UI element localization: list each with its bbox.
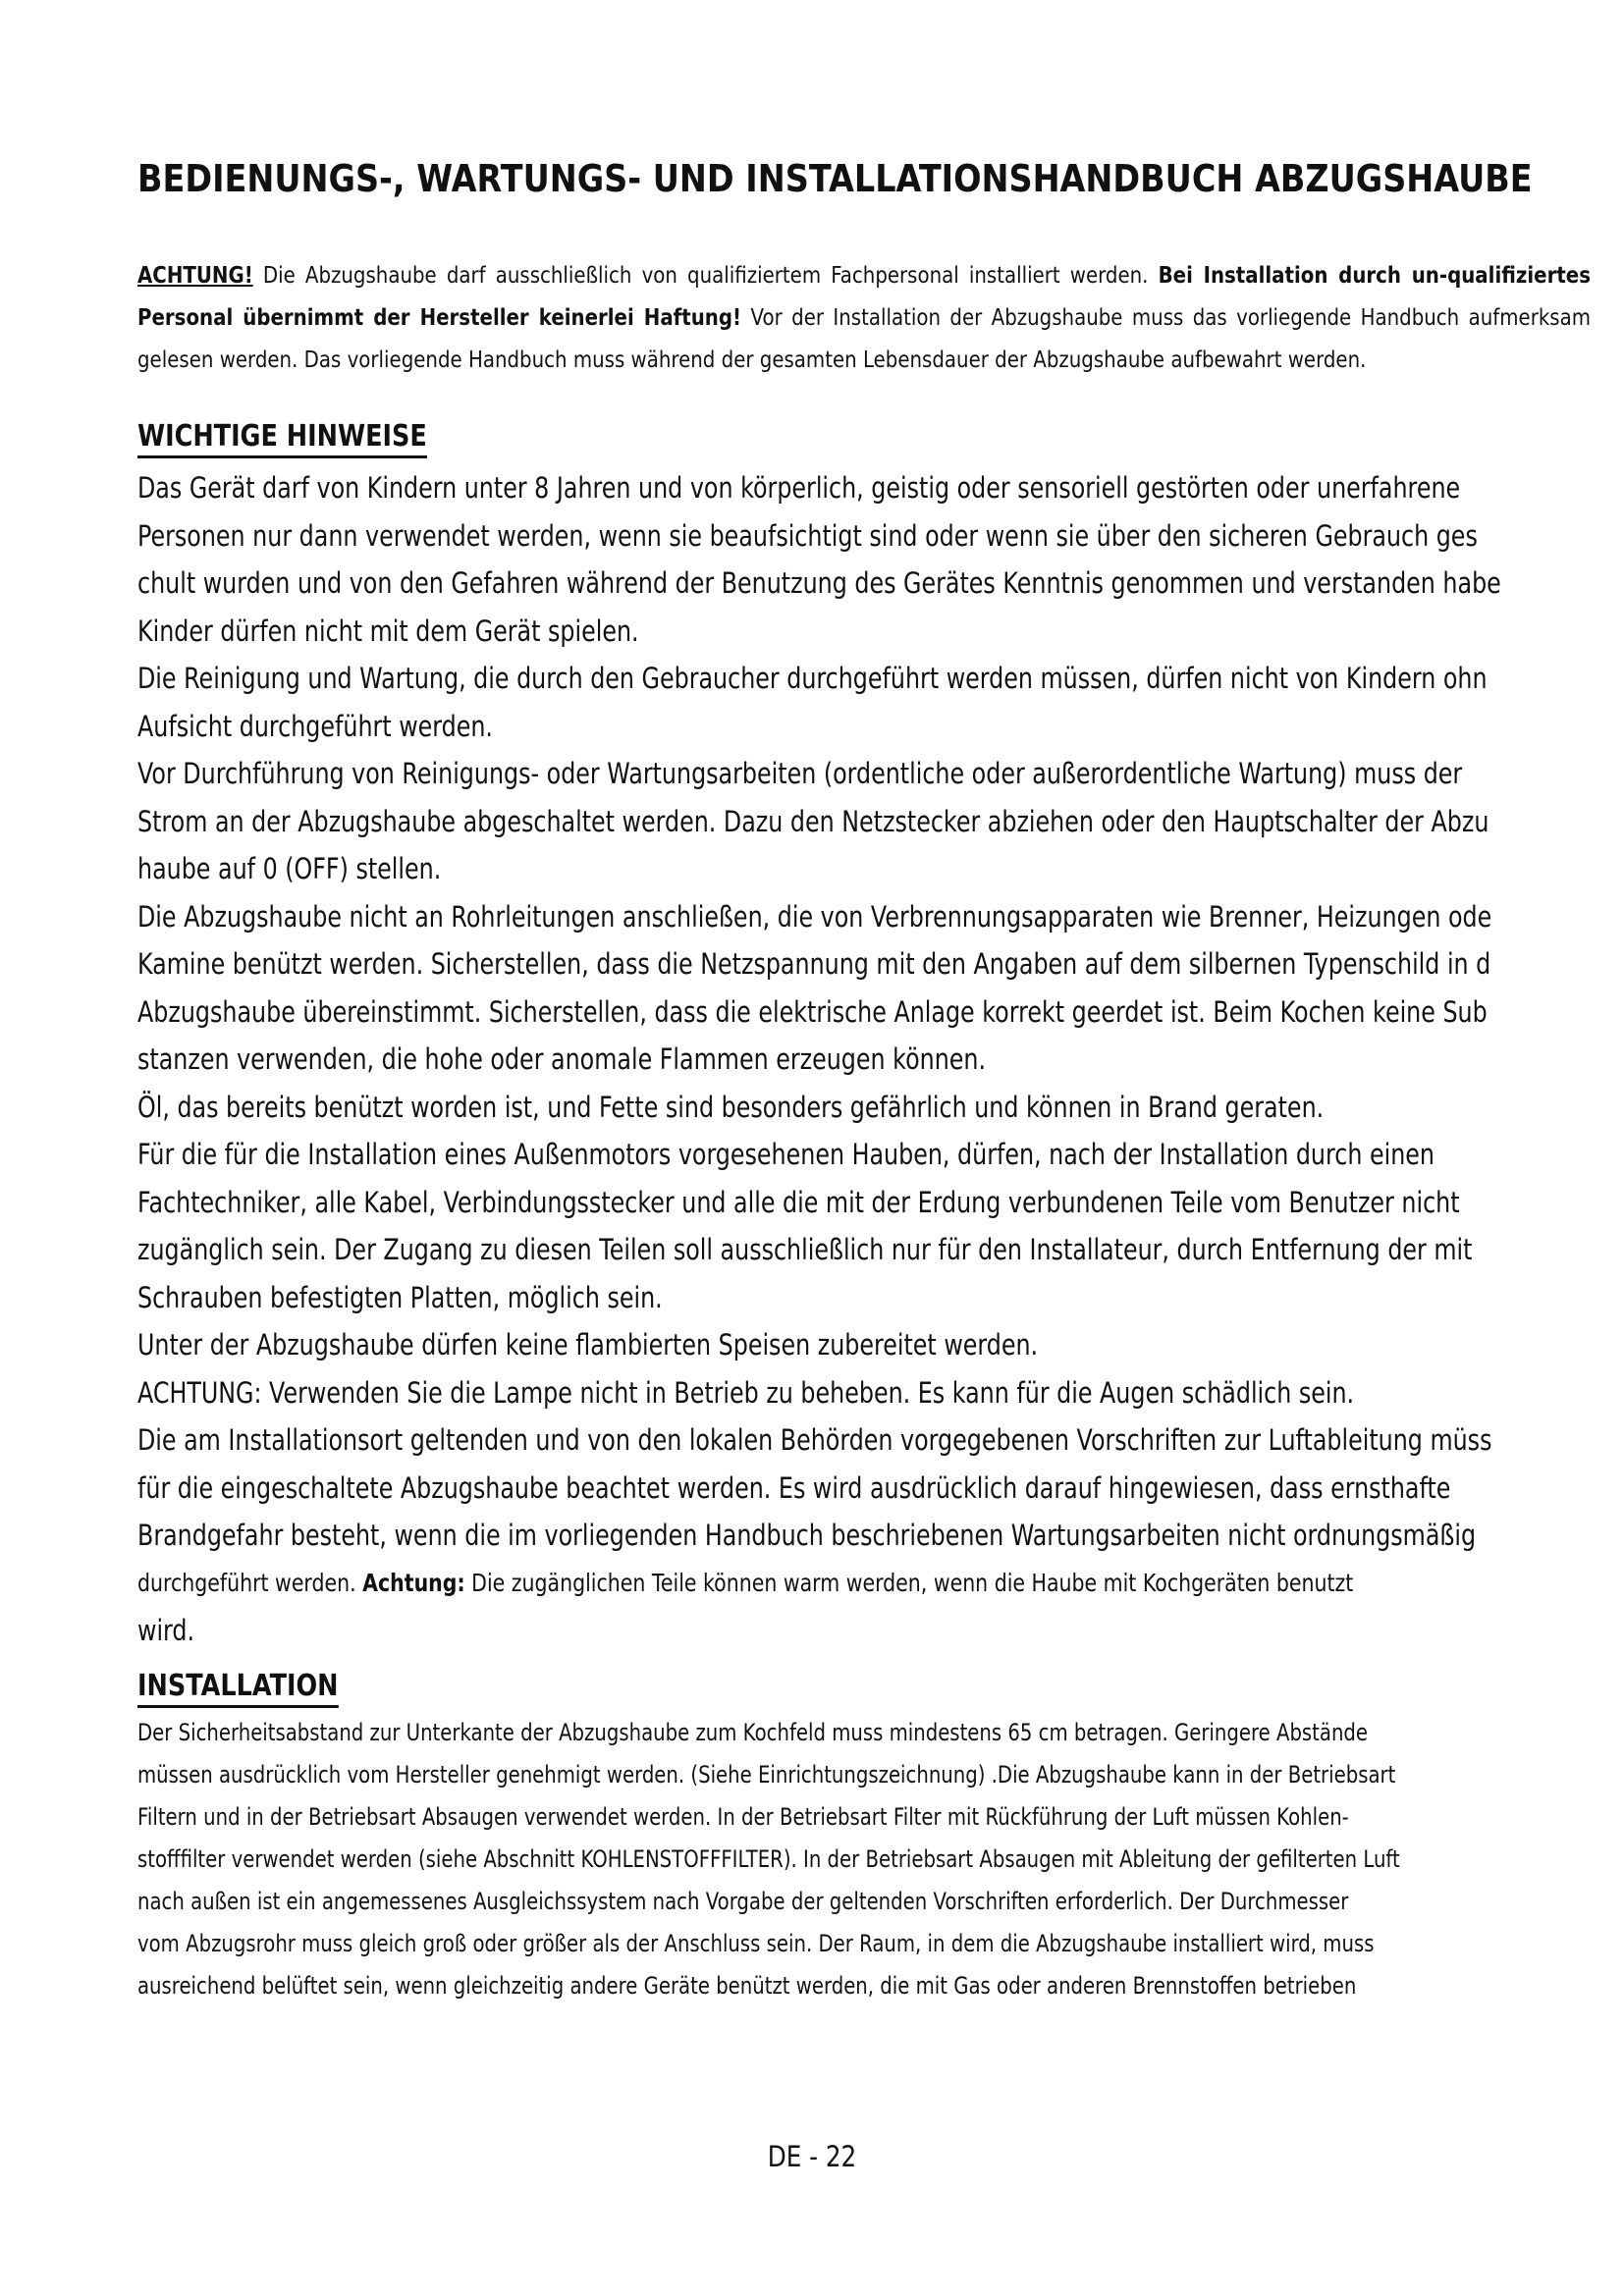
text-line: ACHTUNG: Verwenden Sie die Lampe nicht in Betrieb zu beheben. Es kann für die Augen schädlich sein. bbox=[137, 1375, 1355, 1410]
intro-paragraph bbox=[137, 255, 1591, 382]
text-line: Kinder dürfen nicht mit dem Gerät spielen. bbox=[137, 614, 639, 648]
section-important-notes bbox=[137, 419, 1591, 1655]
installation-text bbox=[137, 1712, 1591, 2007]
text-line: Unter der Abzugshaube dürfen keine flambierten Speisen zubereitet werden. bbox=[137, 1328, 1039, 1362]
text-line: Der Sicherheitsabstand zur Unterkante der Abzugshaube zum Kochfeld muss mindestens 65 cm betragen. Geringere Abstände bbox=[137, 1718, 1369, 1746]
text-line: für die eingeschaltete Abzugshaube beachtet werden. Es wird ausdrücklich darauf hingewiesen, dass ernsthafte bbox=[137, 1470, 1451, 1505]
warning-label: ACHTUNG! bbox=[137, 263, 253, 289]
text-line: haube auf 0 (OFF) stellen. bbox=[137, 852, 442, 885]
warning-label: Achtung: bbox=[362, 1568, 465, 1597]
text-line: Das Gerät darf von Kindern unter 8 Jahren und von körperlich, geistig oder sensoriell gestörten oder unerfahrene bbox=[137, 471, 1461, 505]
text-line: Brandgefahr besteht, wenn die im vorliegenden Handbuch beschriebenen Wartungsarbeiten nicht ordnungsmäßig bbox=[137, 1519, 1477, 1552]
text-line: ausreichend belüftet sein, wenn gleichzeitig andere Geräte benützt werden, die mit Gas oder anderen Brennstoffen betrieben bbox=[137, 1971, 1357, 2000]
text-line: stofffilter verwendet werden (siehe Abschnitt KOHLENSTOFFFILTER). In der Betriebsart Absaugen mit Ableitung der gefilterten Luft bbox=[137, 1844, 1400, 1873]
text-line: vom Abzugsrohr muss gleich groß oder größer als der Anschluss sein. Der Raum, in dem die Abzugshaube installiert wird, muss bbox=[137, 1929, 1375, 1957]
section-heading-installation: INSTALLATION bbox=[137, 1669, 339, 1708]
text-line: Schrauben befestigten Platten, möglich sein. bbox=[137, 1280, 663, 1314]
text-line: zugänglich sein. Der Zugang zu diesen Teilen soll ausschließlich nur für den Installateur, durch Entfernung der mit bbox=[137, 1233, 1473, 1266]
text-line: nach außen ist ein angemessenes Ausgleichssystem nach Vorgabe der geltenden Vorschriften erforderlich. Der Durchmesser bbox=[137, 1887, 1349, 1915]
text-line: Aufsicht durchgeführt werden. bbox=[137, 709, 494, 743]
text-line: Vor Durchführung von Reinigungs- oder Wartungsarbeiten (ordentliche oder außerordentliche Wartung) muss der bbox=[137, 757, 1463, 790]
text-line: Für die für die Installation eines Außenmotors vorgesehenen Hauben, dürfen, nach der Installation durch einen bbox=[137, 1138, 1435, 1171]
text-line: Personen nur dann verwendet werden, wenn sie beaufsichtigt sind oder wenn sie über den sicheren Gebrauch ges bbox=[137, 518, 1478, 553]
text-line: chult wurden und von den Gefahren während der Benutzung des Gerätes Kenntnis genommen und verstanden habe bbox=[137, 566, 1501, 600]
text-fragment: Die zugänglichen Teile können warm werden, wenn die Haube mit Kochgeräten benutzt bbox=[464, 1568, 1354, 1597]
intro-bold-text: Bei Installation durch un-qualifiziertes Personal übernimmt der Hersteller keinerlei Haftung! bbox=[137, 263, 1591, 331]
text-line: Filtern und in der Betriebsart Absaugen verwendet werden. In der Betriebsart Filter mit Rückführung der Luft müssen Kohlen- bbox=[137, 1802, 1349, 1831]
text-line: Öl, das bereits benützt worden ist, und Fette sind besonders gefährlich und können in Brand geraten. bbox=[137, 1090, 1325, 1124]
text-line: Die Abzugshaube nicht an Rohrleitungen anschließen, die von Verbrennungsapparaten wie Brenner, Heizungen ode bbox=[137, 899, 1492, 934]
intro-text-1: Die Abzugshaube darf ausschließlich von qualifiziertem Fachpersonal installiert werden. bbox=[252, 263, 1159, 289]
page-title: BEDIENUNGS-, WARTUNGS- UND INSTALLATIONSHANDBUCH ABZUGSHAUBE bbox=[137, 157, 1533, 200]
text-line: Die Reinigung und Wartung, die durch den Gebraucher durchgeführt werden müssen, dürfen nicht von Kindern ohn bbox=[137, 662, 1488, 695]
text-line: Fachtechniker, alle Kabel, Verbindungsstecker und alle die mit der Erdung verbundenen Teile vom Benutzer nicht bbox=[137, 1185, 1460, 1219]
text-line: Strom an der Abzugshaube abgeschaltet werden. Dazu den Netzstecker abziehen oder den Hauptschalter der Abzu bbox=[137, 804, 1489, 838]
section-installation bbox=[137, 1669, 1591, 2007]
important-notes-text bbox=[137, 464, 1591, 1655]
intro-text-2: Vor der Installation der Abzugshaube muss das vorliegende Handbuch aufmerksam gelesen werden. Das vorliegende Handbuch muss während der gesamten Lebensdauer der Abzugshaube aufbewahrt werden. bbox=[137, 305, 1591, 373]
text-line: müssen ausdrücklich vom Hersteller genehmigt werden. (Siehe Einrichtungszeichnung) .Die Abzugshaube kann in der Betriebsart bbox=[137, 1760, 1396, 1789]
text-line: stanzen verwenden, die hohe oder anomale Flammen erzeugen können. bbox=[137, 1042, 987, 1076]
page-content bbox=[137, 157, 1591, 2007]
page-number: DE - 22 bbox=[767, 2140, 857, 2173]
text-line: Abzugshaube übereinstimmt. Sicherstellen, dass die elektrische Anlage korrekt geerdet ist. Beim Kochen keine Sub bbox=[137, 994, 1488, 1029]
text-line bbox=[137, 1560, 1591, 1608]
text-line: Kamine benützt werden. Sicherstellen, dass die Netzspannung mit den Angaben auf dem silbernen Typenschild in d bbox=[137, 947, 1491, 981]
text-line: wird. bbox=[137, 1614, 195, 1647]
text-line: Die am Installationsort geltenden und von den lokalen Behörden vorgegebenen Vorschriften zur Luftableitung müss bbox=[137, 1423, 1492, 1457]
section-heading-important-notes: WICHTIGE HINWEISE bbox=[137, 419, 427, 458]
text-fragment: durchgeführt werden. bbox=[137, 1568, 363, 1597]
